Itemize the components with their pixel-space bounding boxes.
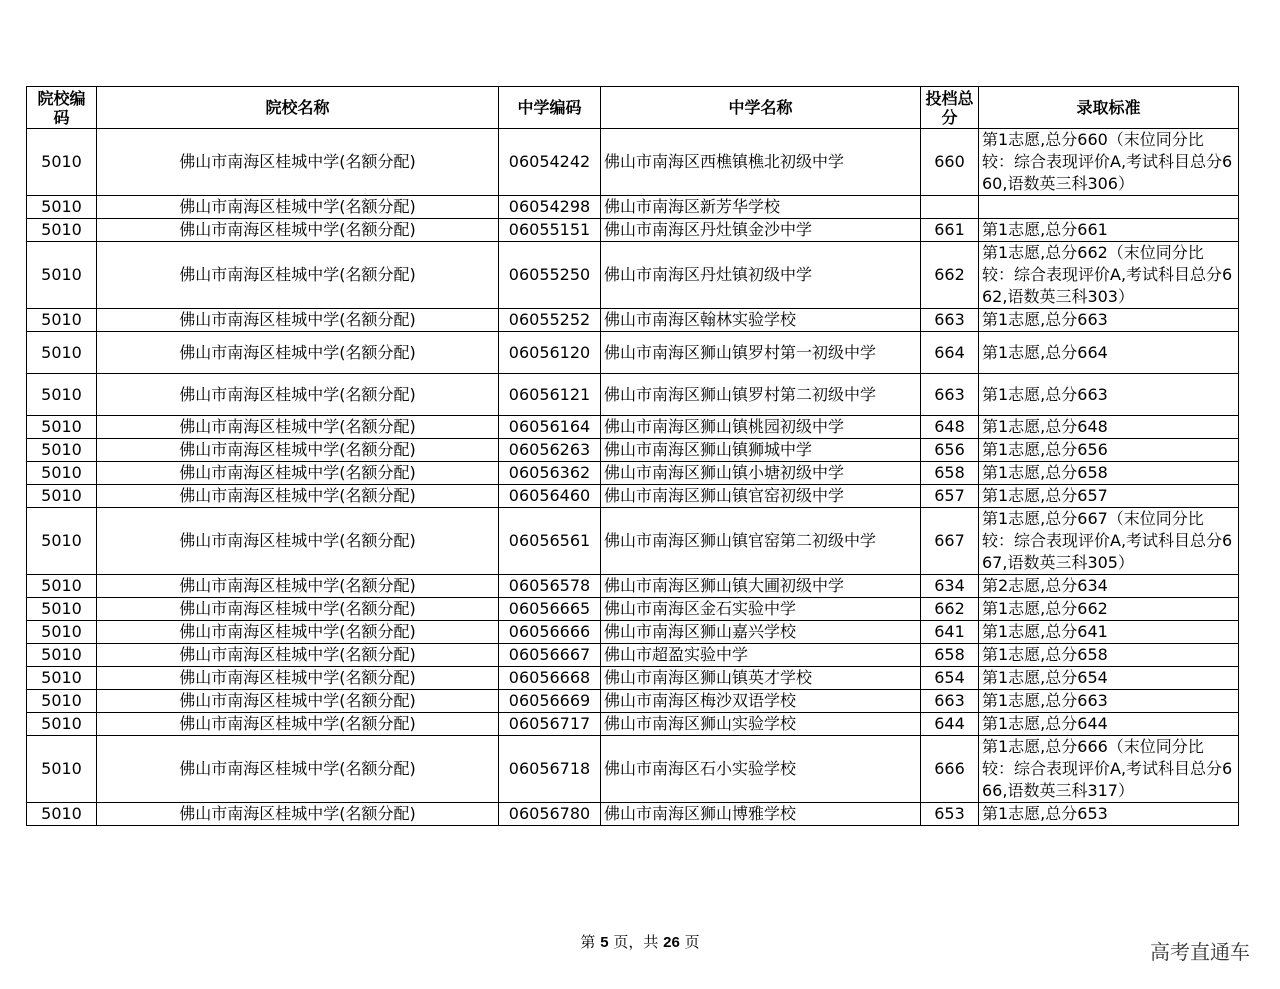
header-school-code: 院校编码 [27, 87, 97, 129]
cell-school-code: 5010 [27, 644, 97, 667]
admission-table [26, 86, 1239, 826]
table-body [27, 129, 1239, 826]
table-row [27, 508, 1239, 575]
cell-middle-name: 佛山市南海区翰林实验学校 [601, 309, 921, 332]
cell-middle-code: 06055151 [499, 219, 601, 242]
cell-middle-name: 佛山市南海区狮山实验学校 [601, 713, 921, 736]
cell-total: 657 [921, 485, 979, 508]
table-row [27, 736, 1239, 803]
cell-total: 634 [921, 575, 979, 598]
table-row [27, 690, 1239, 713]
cell-criteria: 第1志愿,总分663 [979, 690, 1239, 713]
cell-school-name: 佛山市南海区桂城中学(名额分配) [97, 598, 499, 621]
cell-middle-code: 06055250 [499, 242, 601, 309]
cell-criteria: 第1志愿,总分663 [979, 309, 1239, 332]
table-row [27, 575, 1239, 598]
cell-school-code: 5010 [27, 462, 97, 485]
table-row [27, 219, 1239, 242]
cell-school-name: 佛山市南海区桂城中学(名额分配) [97, 219, 499, 242]
table-row [27, 621, 1239, 644]
cell-middle-code: 06056717 [499, 713, 601, 736]
cell-total: 641 [921, 621, 979, 644]
cell-school-name: 佛山市南海区桂城中学(名额分配) [97, 621, 499, 644]
table-row [27, 332, 1239, 374]
footer-middle: 页，共 [613, 933, 659, 951]
cell-school-name: 佛山市南海区桂城中学(名额分配) [97, 644, 499, 667]
table-row [27, 416, 1239, 439]
cell-school-name: 佛山市南海区桂城中学(名额分配) [97, 736, 499, 803]
cell-total: 661 [921, 219, 979, 242]
cell-middle-code: 06056780 [499, 803, 601, 826]
cell-criteria: 第1志愿,总分654 [979, 667, 1239, 690]
cell-middle-name: 佛山市南海区新芳华学校 [601, 196, 921, 219]
cell-criteria: 第1志愿,总分662（末位同分比较：综合表现评价A,考试科目总分662,语数英三科303） [979, 242, 1239, 309]
cell-criteria: 第1志愿,总分664 [979, 332, 1239, 374]
cell-school-code: 5010 [27, 196, 97, 219]
cell-middle-name: 佛山市南海区金石实验中学 [601, 598, 921, 621]
table-row [27, 667, 1239, 690]
cell-middle-name: 佛山市南海区狮山嘉兴学校 [601, 621, 921, 644]
cell-school-code: 5010 [27, 803, 97, 826]
footer-total-pages: 26 [663, 934, 680, 951]
cell-middle-name: 佛山市南海区狮山镇桃园初级中学 [601, 416, 921, 439]
cell-middle-name: 佛山市超盈实验中学 [601, 644, 921, 667]
table-row [27, 713, 1239, 736]
table-row [27, 196, 1239, 219]
cell-school-name: 佛山市南海区桂城中学(名额分配) [97, 439, 499, 462]
cell-middle-code: 06056669 [499, 690, 601, 713]
cell-school-name: 佛山市南海区桂城中学(名额分配) [97, 242, 499, 309]
cell-total: 648 [921, 416, 979, 439]
cell-school-code: 5010 [27, 508, 97, 575]
cell-middle-name: 佛山市南海区狮山博雅学校 [601, 803, 921, 826]
cell-school-code: 5010 [27, 598, 97, 621]
watermark: 高考直通车 [1150, 940, 1250, 964]
cell-school-code: 5010 [27, 309, 97, 332]
cell-middle-name: 佛山市南海区丹灶镇金沙中学 [601, 219, 921, 242]
cell-middle-name: 佛山市南海区西樵镇樵北初级中学 [601, 129, 921, 196]
cell-criteria: 第1志愿,总分658 [979, 644, 1239, 667]
cell-total: 656 [921, 439, 979, 462]
cell-middle-code: 06056164 [499, 416, 601, 439]
table-row [27, 129, 1239, 196]
header-middle-code: 中学编码 [499, 87, 601, 129]
cell-criteria: 第1志愿,总分667（末位同分比较：综合表现评价A,考试科目总分667,语数英三科305） [979, 508, 1239, 575]
cell-total: 653 [921, 803, 979, 826]
cell-school-code: 5010 [27, 374, 97, 416]
cell-school-code: 5010 [27, 667, 97, 690]
table-row [27, 439, 1239, 462]
header-criteria: 录取标准 [979, 87, 1239, 129]
cell-school-code: 5010 [27, 736, 97, 803]
cell-criteria: 第1志愿,总分644 [979, 713, 1239, 736]
cell-school-code: 5010 [27, 129, 97, 196]
table-row [27, 242, 1239, 309]
table-row [27, 485, 1239, 508]
cell-total: 660 [921, 129, 979, 196]
cell-total: 663 [921, 374, 979, 416]
cell-school-code: 5010 [27, 416, 97, 439]
cell-criteria: 第1志愿,总分657 [979, 485, 1239, 508]
cell-criteria: 第1志愿,总分648 [979, 416, 1239, 439]
cell-criteria: 第1志愿,总分656 [979, 439, 1239, 462]
table-row [27, 309, 1239, 332]
cell-school-name: 佛山市南海区桂城中学(名额分配) [97, 416, 499, 439]
cell-middle-code: 06056561 [499, 508, 601, 575]
cell-criteria: 第1志愿,总分661 [979, 219, 1239, 242]
cell-total: 666 [921, 736, 979, 803]
cell-school-name: 佛山市南海区桂城中学(名额分配) [97, 575, 499, 598]
cell-middle-code: 06055252 [499, 309, 601, 332]
cell-middle-name: 佛山市南海区丹灶镇初级中学 [601, 242, 921, 309]
cell-school-name: 佛山市南海区桂城中学(名额分配) [97, 485, 499, 508]
table-row [27, 462, 1239, 485]
cell-total: 658 [921, 462, 979, 485]
cell-criteria: 第1志愿,总分653 [979, 803, 1239, 826]
cell-school-code: 5010 [27, 242, 97, 309]
cell-school-name: 佛山市南海区桂城中学(名额分配) [97, 196, 499, 219]
cell-school-code: 5010 [27, 332, 97, 374]
cell-total [921, 196, 979, 219]
header-school-name: 院校名称 [97, 87, 499, 129]
cell-school-code: 5010 [27, 713, 97, 736]
cell-school-name: 佛山市南海区桂城中学(名额分配) [97, 374, 499, 416]
cell-school-name: 佛山市南海区桂城中学(名额分配) [97, 309, 499, 332]
cell-middle-code: 06056362 [499, 462, 601, 485]
cell-total: 644 [921, 713, 979, 736]
footer-prefix: 第 [580, 933, 596, 951]
cell-criteria [979, 196, 1239, 219]
cell-middle-name: 佛山市南海区狮山镇罗村第二初级中学 [601, 374, 921, 416]
table-row [27, 598, 1239, 621]
cell-total: 658 [921, 644, 979, 667]
cell-criteria: 第2志愿,总分634 [979, 575, 1239, 598]
cell-criteria: 第1志愿,总分663 [979, 374, 1239, 416]
cell-middle-code: 06056263 [499, 439, 601, 462]
footer-page-number: 5 [600, 934, 609, 951]
cell-middle-name: 佛山市南海区狮山镇官窑初级中学 [601, 485, 921, 508]
cell-criteria: 第1志愿,总分666（末位同分比较：综合表现评价A,考试科目总分666,语数英三科317） [979, 736, 1239, 803]
cell-school-name: 佛山市南海区桂城中学(名额分配) [97, 508, 499, 575]
cell-middle-code: 06054298 [499, 196, 601, 219]
cell-middle-code: 06056460 [499, 485, 601, 508]
cell-middle-code: 06056578 [499, 575, 601, 598]
cell-middle-name: 佛山市南海区梅沙双语学校 [601, 690, 921, 713]
cell-school-name: 佛山市南海区桂城中学(名额分配) [97, 803, 499, 826]
cell-total: 664 [921, 332, 979, 374]
cell-school-code: 5010 [27, 575, 97, 598]
cell-school-name: 佛山市南海区桂城中学(名额分配) [97, 690, 499, 713]
cell-total: 654 [921, 667, 979, 690]
cell-school-code: 5010 [27, 690, 97, 713]
cell-school-code: 5010 [27, 219, 97, 242]
cell-school-name: 佛山市南海区桂城中学(名额分配) [97, 129, 499, 196]
cell-middle-code: 06056666 [499, 621, 601, 644]
cell-total: 663 [921, 690, 979, 713]
footer-suffix: 页 [684, 933, 700, 951]
cell-criteria: 第1志愿,总分658 [979, 462, 1239, 485]
cell-middle-code: 06056121 [499, 374, 601, 416]
header-row [27, 87, 1239, 129]
header-total: 投档总分 [921, 87, 979, 129]
cell-middle-code: 06056667 [499, 644, 601, 667]
cell-school-name: 佛山市南海区桂城中学(名额分配) [97, 667, 499, 690]
page-footer [0, 931, 1280, 952]
cell-school-name: 佛山市南海区桂城中学(名额分配) [97, 462, 499, 485]
cell-middle-code: 06056665 [499, 598, 601, 621]
cell-middle-code: 06056120 [499, 332, 601, 374]
cell-total: 662 [921, 242, 979, 309]
cell-middle-name: 佛山市南海区狮山镇小塘初级中学 [601, 462, 921, 485]
header-middle-name: 中学名称 [601, 87, 921, 129]
table-row [27, 374, 1239, 416]
cell-school-code: 5010 [27, 485, 97, 508]
cell-criteria: 第1志愿,总分660（末位同分比较：综合表现评价A,考试科目总分660,语数英三科306） [979, 129, 1239, 196]
cell-total: 662 [921, 598, 979, 621]
cell-criteria: 第1志愿,总分641 [979, 621, 1239, 644]
cell-school-name: 佛山市南海区桂城中学(名额分配) [97, 713, 499, 736]
cell-middle-code: 06054242 [499, 129, 601, 196]
cell-middle-name: 佛山市南海区狮山镇大圃初级中学 [601, 575, 921, 598]
cell-middle-code: 06056718 [499, 736, 601, 803]
cell-school-code: 5010 [27, 439, 97, 462]
cell-middle-name: 佛山市南海区狮山镇狮城中学 [601, 439, 921, 462]
cell-middle-name: 佛山市南海区狮山镇官窑第二初级中学 [601, 508, 921, 575]
cell-middle-name: 佛山市南海区狮山镇英才学校 [601, 667, 921, 690]
cell-middle-code: 06056668 [499, 667, 601, 690]
cell-middle-name: 佛山市南海区狮山镇罗村第一初级中学 [601, 332, 921, 374]
table-row [27, 644, 1239, 667]
cell-school-code: 5010 [27, 621, 97, 644]
table-row [27, 803, 1239, 826]
cell-total: 667 [921, 508, 979, 575]
cell-middle-name: 佛山市南海区石小实验学校 [601, 736, 921, 803]
cell-total: 663 [921, 309, 979, 332]
cell-school-name: 佛山市南海区桂城中学(名额分配) [97, 332, 499, 374]
cell-criteria: 第1志愿,总分662 [979, 598, 1239, 621]
